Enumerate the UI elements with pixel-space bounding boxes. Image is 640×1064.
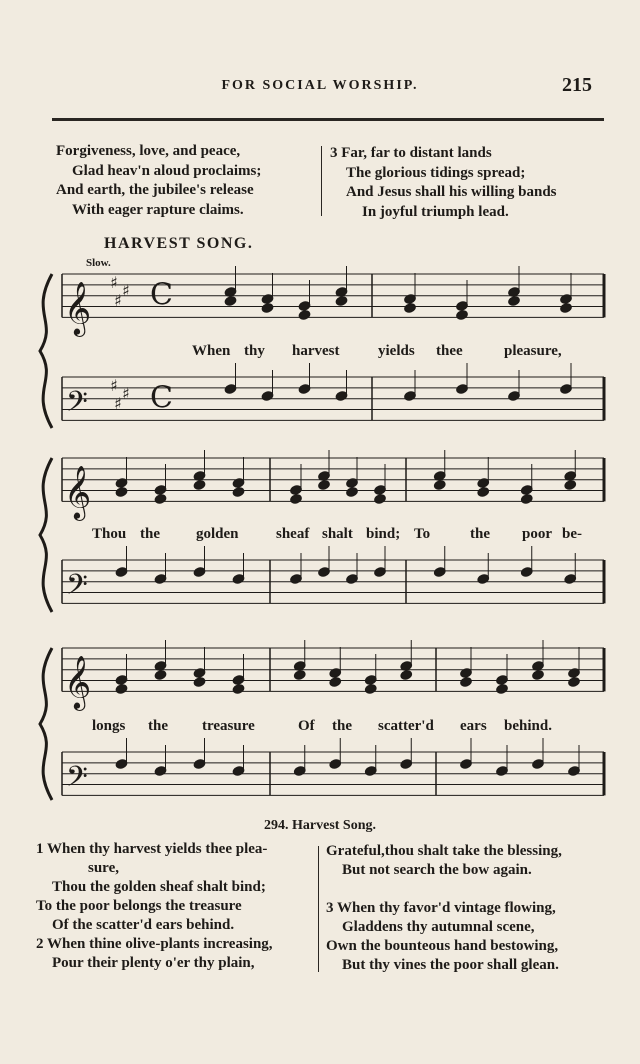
lyric-syllable: shalt bbox=[322, 526, 353, 542]
lyric-syllable: treasure bbox=[202, 718, 255, 734]
hymn-line: But not search the bow again. bbox=[342, 862, 532, 878]
lyric-syllable: harvest bbox=[292, 343, 340, 359]
note-head bbox=[193, 676, 206, 687]
sharp-sign: ♯ bbox=[114, 394, 122, 413]
treble-clef: 𝄞 bbox=[64, 654, 92, 709]
note-head bbox=[193, 479, 206, 490]
hymn-line: Pour their plenty o'er thy plain, bbox=[52, 955, 255, 971]
note-head bbox=[298, 309, 311, 320]
brace bbox=[40, 274, 52, 428]
note-head bbox=[345, 486, 358, 497]
note-head bbox=[373, 493, 386, 504]
note-head bbox=[115, 486, 128, 497]
note-head bbox=[154, 669, 167, 680]
note-head bbox=[531, 669, 544, 680]
note-head bbox=[507, 295, 520, 306]
hymn-line: sure, bbox=[88, 860, 119, 876]
verse-line: And Jesus shall his willing bands bbox=[346, 184, 557, 200]
note-head bbox=[224, 295, 237, 306]
lyric-syllable: scatter'd bbox=[378, 718, 434, 734]
lyric-syllable: poor bbox=[522, 526, 552, 542]
note-head bbox=[520, 493, 533, 504]
note-head bbox=[564, 479, 577, 490]
sharp-sign: ♯ bbox=[110, 273, 118, 292]
hymn-column-divider bbox=[318, 846, 319, 972]
brace bbox=[40, 458, 52, 612]
note-head bbox=[154, 493, 167, 504]
verse-line: And earth, the jubilee's release bbox=[56, 182, 254, 198]
verse-line: The glorious tidings spread; bbox=[346, 164, 526, 181]
lyric-syllable: Of bbox=[298, 718, 315, 734]
note-head bbox=[567, 676, 580, 687]
lyric-syllable: the bbox=[470, 526, 490, 542]
hymn-line: To the poor belongs the treasure bbox=[36, 898, 242, 914]
verse-line: Glad heav'n aloud proclaims; bbox=[72, 162, 262, 179]
lyric-syllable: sheaf bbox=[276, 526, 310, 542]
note-head bbox=[455, 309, 468, 320]
hymn-line: Thou the golden sheaf shalt bind; bbox=[52, 879, 266, 895]
note-head bbox=[495, 683, 508, 694]
note-head bbox=[459, 676, 472, 687]
note-head bbox=[232, 486, 245, 497]
hymn-right-column bbox=[326, 842, 562, 975]
note-head bbox=[364, 683, 377, 694]
lyric-syllable: yields bbox=[378, 343, 415, 359]
note-head bbox=[329, 676, 342, 687]
sharp-sign: ♯ bbox=[122, 281, 130, 300]
lyric-syllable: be- bbox=[562, 526, 582, 542]
lyric-syllable: behind. bbox=[504, 718, 552, 734]
lyric-syllable: golden bbox=[196, 526, 239, 542]
bass-clef: 𝄢 bbox=[66, 385, 88, 426]
verse-line: With eager rapture claims. bbox=[72, 201, 244, 218]
treble-clef: 𝄞 bbox=[64, 464, 92, 519]
lyric-syllable: ears bbox=[460, 718, 487, 734]
note-head bbox=[232, 683, 245, 694]
note-head bbox=[433, 479, 446, 490]
note-head bbox=[477, 486, 490, 497]
sharp-sign: ♯ bbox=[122, 384, 130, 403]
verse-line: In joyful triumph lead. bbox=[362, 203, 509, 220]
hymn-left-column bbox=[36, 840, 273, 973]
hymn-line: 1 When thy harvest yields thee plea- bbox=[36, 841, 268, 857]
note-head bbox=[400, 669, 413, 680]
note-head bbox=[335, 295, 348, 306]
note-head bbox=[115, 683, 128, 694]
sharp-sign: ♯ bbox=[110, 376, 118, 395]
page-number: 215 bbox=[562, 74, 592, 96]
note-head bbox=[293, 669, 306, 680]
hymn-title: 294. Harvest Song. bbox=[264, 818, 376, 833]
tempo-marking: Slow. bbox=[86, 257, 111, 269]
lyric-syllable: To bbox=[414, 526, 431, 542]
hymn-line: But thy vines the poor shall glean. bbox=[342, 957, 559, 973]
hymn-line: Grateful,thou shalt take the blessing, bbox=[326, 843, 562, 859]
lyric-syllable: longs bbox=[92, 718, 126, 734]
sharp-sign: ♯ bbox=[114, 291, 122, 310]
lyric-syllable: When bbox=[192, 343, 231, 359]
lyric-syllable: thee bbox=[436, 343, 463, 359]
lyric-syllable: the bbox=[332, 718, 352, 734]
song-title: HARVEST SONG. bbox=[104, 235, 254, 252]
note-head bbox=[403, 302, 416, 313]
treble-clef: 𝄞 bbox=[64, 280, 92, 335]
hymn-line: Own the bounteous hand bestowing, bbox=[326, 938, 559, 954]
time-signature: C bbox=[150, 380, 173, 416]
time-signature: C bbox=[150, 277, 173, 313]
note-head bbox=[559, 302, 572, 313]
lyric-syllable: the bbox=[148, 718, 168, 734]
bass-clef: 𝄢 bbox=[66, 760, 88, 801]
brace bbox=[40, 648, 52, 800]
note-head bbox=[261, 302, 274, 313]
bass-clef: 𝄢 bbox=[66, 568, 88, 609]
verse-line: Forgiveness, love, and peace, bbox=[56, 143, 241, 159]
note-head bbox=[289, 493, 302, 504]
running-title: FOR SOCIAL WORSHIP. bbox=[221, 78, 419, 93]
verse-line: 3 Far, far to distant lands bbox=[330, 145, 492, 161]
note-head bbox=[317, 479, 330, 490]
lyric-syllable: the bbox=[140, 526, 160, 542]
lyric-syllable: bind; bbox=[366, 526, 401, 542]
hymn-line: Gladdens thy autumnal scene, bbox=[342, 919, 535, 935]
lyric-syllable: thy bbox=[244, 343, 265, 359]
lyric-syllable: Thou bbox=[92, 526, 127, 542]
hymn-line: 3 When thy favor'd vintage flowing, bbox=[326, 900, 556, 916]
hymn-line: Of the scatter'd ears behind. bbox=[52, 917, 235, 933]
lyric-syllable: pleasure, bbox=[504, 343, 562, 359]
hymn-line: 2 When thine olive-plants increasing, bbox=[36, 936, 273, 952]
